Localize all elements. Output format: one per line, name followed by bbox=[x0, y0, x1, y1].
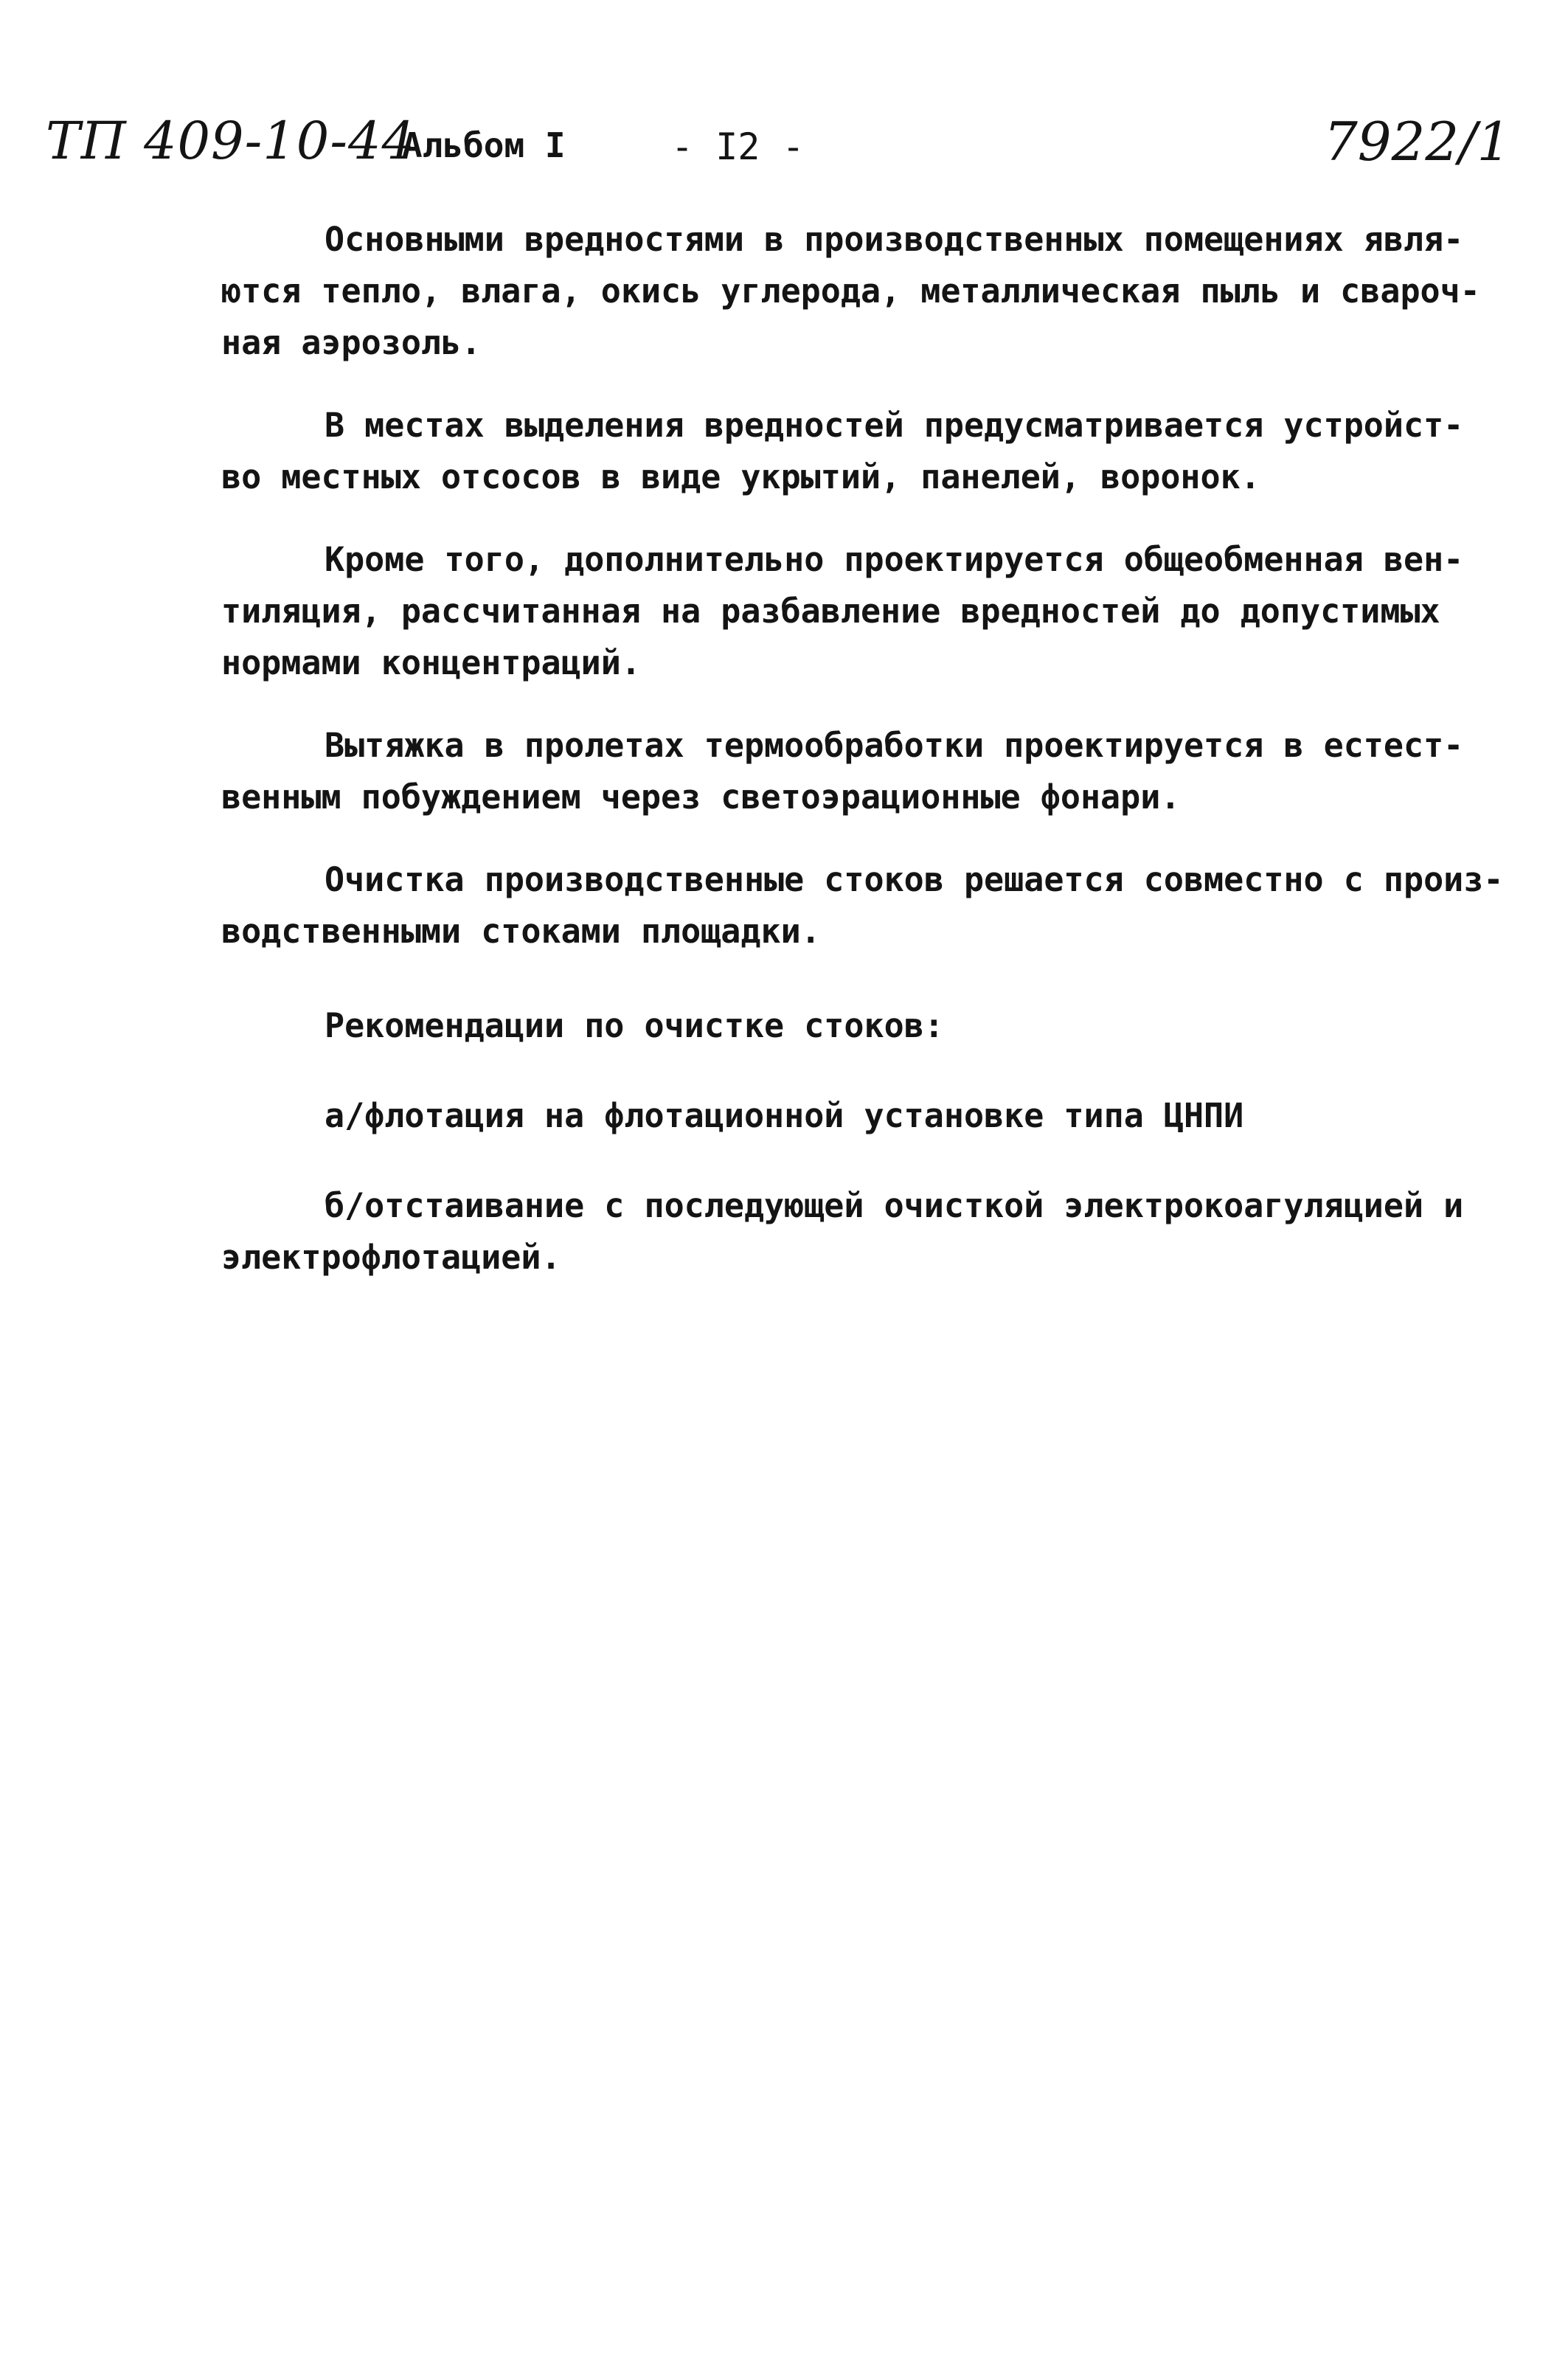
page-header bbox=[0, 0, 1568, 221]
paragraph-recommendations-heading: Рекомендации по очистке стоков: bbox=[325, 1006, 944, 1045]
album-label: Альбом I bbox=[402, 125, 566, 165]
paragraph-local-exhaust: В местах выделения вредностей предусматривается устройст- во местных отсосов в виде укрытий, панелей, воронок. bbox=[221, 406, 1464, 496]
page-number: - I2 - bbox=[671, 125, 805, 168]
document-body bbox=[221, 214, 1549, 1283]
list-item-settling: б/отстаивание с последующей очисткой электрокоагуляцией и электрофлотацией. bbox=[221, 1186, 1464, 1277]
paragraph-wastewater: Очистка производственные стоков решается совместно с произ- водственными стоками площадки. bbox=[221, 860, 1504, 951]
paragraph-hazards: Основными вредностями в производственных помещениях явля- ются тепло, влага, окись углерода, металлическая пыль и свароч- ная аэрозоль. bbox=[221, 220, 1480, 362]
paragraph-general-ventilation: Кроме того, дополнительно проектируется общеобменная вен- тиляция, рассчитанная на разбавление вредностей до допустимых нормами концентраций. bbox=[221, 540, 1464, 682]
list-item-flotation: а/флотация на флотационной установке типа ЦНПИ bbox=[325, 1096, 1244, 1135]
document-code: ТП 409-10-44 bbox=[46, 111, 416, 171]
archive-number: 7922/1 bbox=[1324, 111, 1511, 173]
paragraph-natural-exhaust: Вытяжка в пролетах термообработки проектируется в естест- венным побуждением через светоэрационные фонари. bbox=[221, 726, 1464, 817]
